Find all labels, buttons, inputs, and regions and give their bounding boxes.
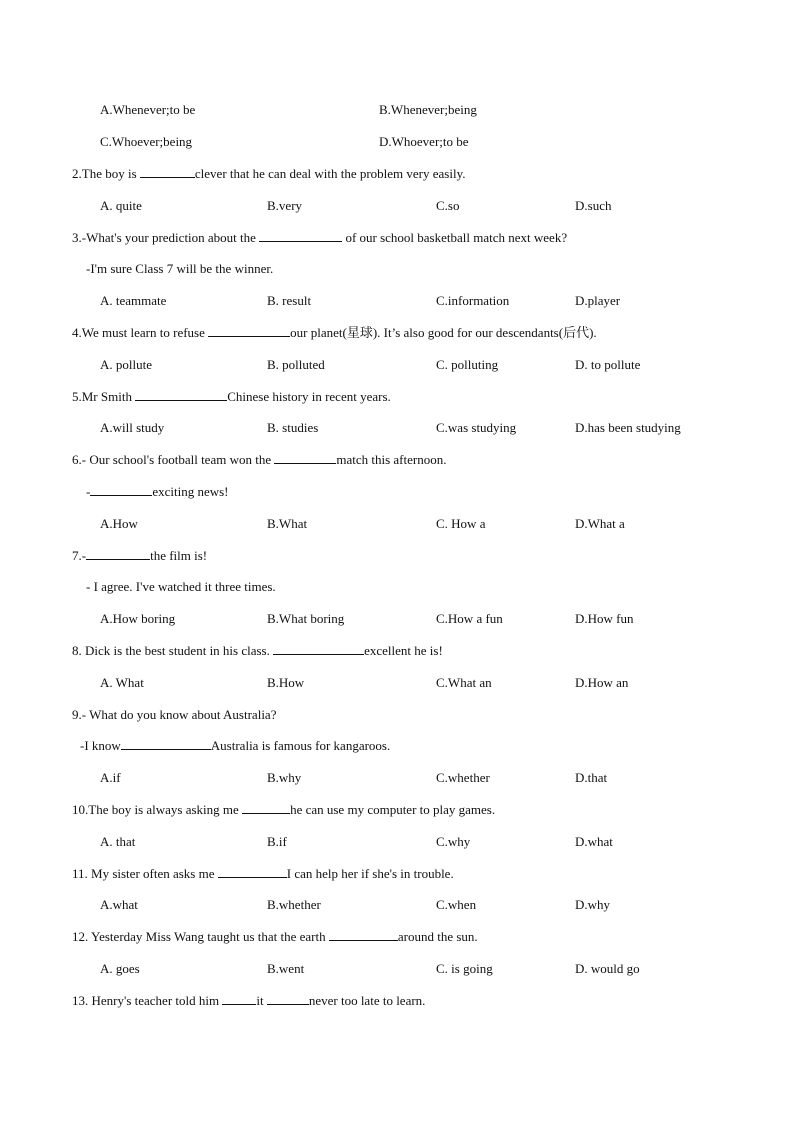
q11-option-a: A.what — [100, 897, 138, 912]
q11-stem: 11. My sister often asks me I can help her if she's in trouble. — [72, 866, 454, 881]
q2-stem: 2.The boy is clever that he can deal with the problem very easily. — [72, 166, 466, 181]
q3-option-d: D.player — [575, 293, 621, 308]
q7-reply: - I agree. I've watched it three times. — [86, 579, 276, 594]
q9-option-a: A.if — [100, 770, 121, 785]
q6-stem: 6.- Our school's football team won the match this afternoon. — [72, 452, 447, 467]
q12-option-b: B.went — [267, 961, 305, 976]
q3-reply: -I'm sure Class 7 will be the winner. — [86, 261, 274, 276]
q11-option-c: C.when — [436, 897, 477, 912]
q8-option-a: A. What — [100, 675, 144, 690]
q4-option-a: A. pollute — [100, 357, 152, 372]
q7-option-c: C.How a fun — [436, 611, 503, 626]
q3-option-a: A. teammate — [100, 293, 167, 308]
answer-blank — [140, 165, 195, 178]
q8-option-d: D.How an — [575, 675, 629, 690]
q9-option-d: D.that — [575, 770, 608, 785]
q9-stem: 9.- What do you know about Australia? — [72, 707, 277, 722]
q1-option-c: C.Whoever;being — [100, 134, 193, 149]
q12-option-c: C. is going — [436, 961, 493, 976]
q5-option-d: D.has been studying — [575, 420, 681, 435]
answer-blank — [329, 928, 398, 941]
answer-blank — [86, 547, 150, 560]
q12-stem: 12. Yesterday Miss Wang taught us that the earth around the sun. — [72, 929, 478, 944]
answer-blank — [90, 483, 152, 496]
q1-option-a: A.Whenever;to be — [100, 102, 196, 117]
answer-blank — [218, 865, 287, 878]
answer-blank — [259, 229, 342, 242]
q2-option-d: D.such — [575, 198, 612, 213]
q11-option-d: D.why — [575, 897, 611, 912]
q4-option-b: B. polluted — [267, 357, 325, 372]
q3-option-b: B. result — [267, 293, 312, 308]
q7-stem: 7.- the film is! — [72, 548, 208, 563]
q9-option-c: C.whether — [436, 770, 490, 785]
q12-option-d: D. would go — [575, 961, 640, 976]
q11-option-b: B.whether — [267, 897, 321, 912]
q4-option-d: D. to pollute — [575, 357, 641, 372]
q3-stem: 3.-What's your prediction about the of our school basketball match next week? — [72, 230, 568, 245]
answer-blank — [242, 801, 290, 814]
q10-stem: 10.The boy is always asking me he can use my computer to play games. — [72, 802, 496, 817]
q6-option-a: A.How — [100, 516, 138, 531]
q2-option-a: A. quite — [100, 198, 142, 213]
q5-option-a: A.will study — [100, 420, 165, 435]
q2-option-b: B.very — [267, 198, 303, 213]
q5-option-b: B. studies — [267, 420, 319, 435]
answer-blank — [267, 992, 309, 1005]
q10-option-b: B.if — [267, 834, 287, 849]
answer-blank — [121, 737, 211, 750]
q7-option-a: A.How boring — [100, 611, 176, 626]
q6-option-d: D.What a — [575, 516, 625, 531]
q12-option-a: A. goes — [100, 961, 140, 976]
q6-reply: - exciting news! — [86, 484, 229, 499]
q4-option-c: C. polluting — [436, 357, 499, 372]
q10-option-d: D.what — [575, 834, 613, 849]
q10-option-c: C.why — [436, 834, 471, 849]
q3-option-c: C.information — [436, 293, 510, 308]
q1-option-d: D.Whoever;to be — [379, 134, 469, 149]
q8-option-c: C.What an — [436, 675, 492, 690]
answer-blank — [208, 324, 290, 337]
q10-option-a: A. that — [100, 834, 136, 849]
q8-stem: 8. Dick is the best student in his class. excellent he is! — [72, 643, 443, 658]
q5-stem: 5.Mr Smith Chinese history in recent years. — [72, 389, 391, 404]
answer-blank — [273, 642, 364, 655]
q1-option-b: B.Whenever;being — [379, 102, 477, 117]
q7-option-d: D.How fun — [575, 611, 634, 626]
answer-blank — [135, 388, 227, 401]
answer-blank — [222, 992, 256, 1005]
q5-option-c: C.was studying — [436, 420, 517, 435]
q6-option-b: B.What — [267, 516, 308, 531]
q9-reply: -I know Australia is famous for kangaroos. — [80, 738, 391, 753]
q8-option-b: B.How — [267, 675, 305, 690]
q2-option-c: C.so — [436, 198, 460, 213]
answer-blank — [274, 451, 336, 464]
q4-stem: 4.We must learn to refuse our planet(星球). It’s also good for our descendants(后代). — [72, 325, 597, 340]
q6-option-c: C. How a — [436, 516, 486, 531]
q13-stem: 13. Henry's teacher told him it never too late to learn. — [72, 993, 426, 1008]
q7-option-b: B.What boring — [267, 611, 345, 626]
q9-option-b: B.why — [267, 770, 302, 785]
